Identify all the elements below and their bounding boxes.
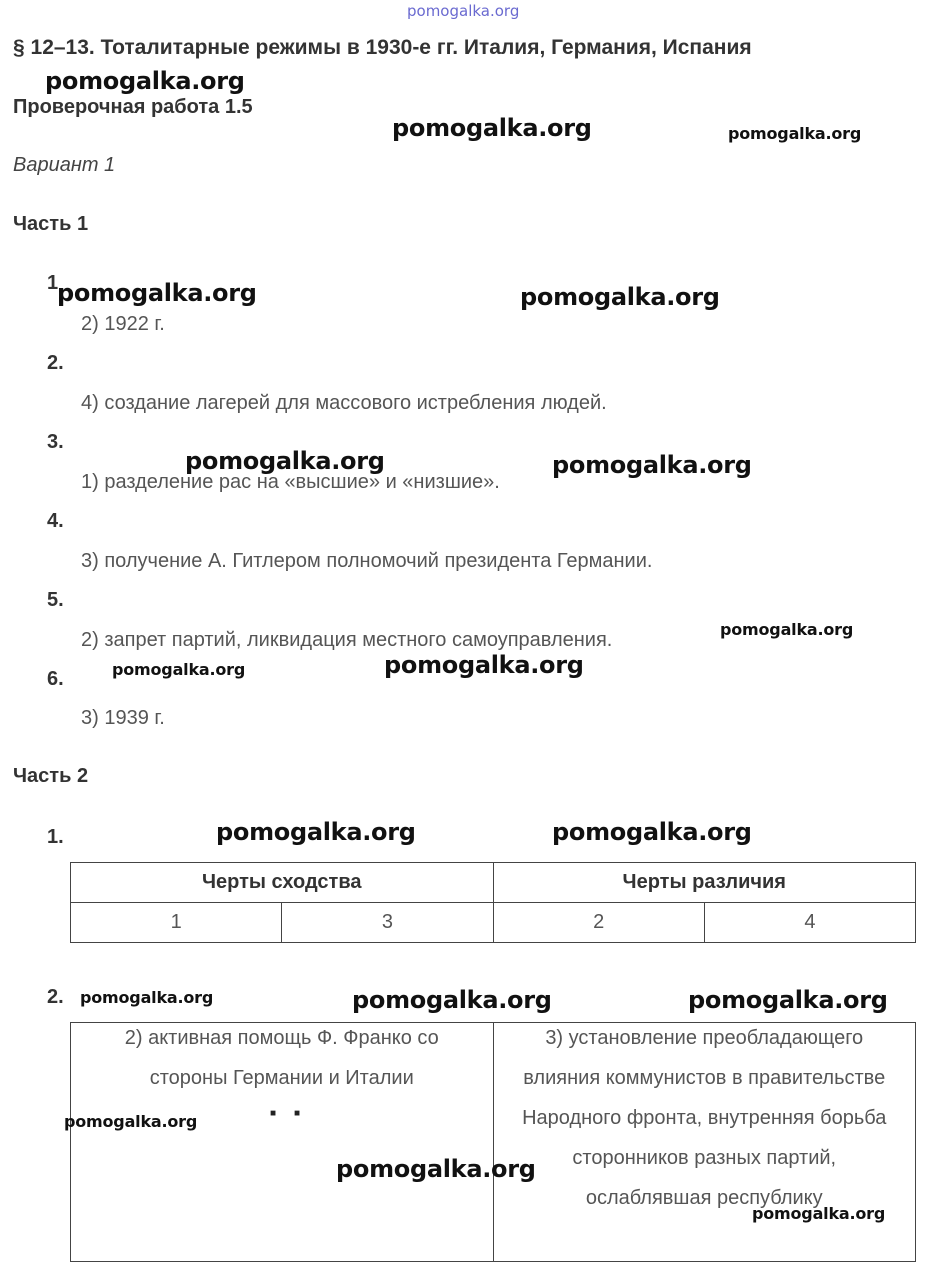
table-cell [493,1023,916,1262]
table-header: Черты сходства [71,863,494,903]
watermark: pomogalka.org [728,124,862,143]
watermark: pomogalka.org [720,620,854,639]
watermark: pomogalka.org [688,986,888,1014]
watermark: pomogalka.org [336,1155,536,1183]
watermark: pomogalka.org [752,1204,886,1223]
comparison-table [70,862,916,943]
test-subtitle: Проверочная работа 1.5 [13,96,253,118]
watermark: pomogalka.org [552,818,752,846]
question-answer: 2) 1922 г. [81,313,165,335]
watermark: pomogalka.org [552,451,752,479]
question-answer: 3) получение А. Гитлером полномочий президента Германии. [81,550,653,572]
watermark: pomogalka.org [57,279,257,307]
watermark: pomogalka.org [216,818,416,846]
question-number: 3. [47,431,64,453]
answer-right: 3) установление преобладающего влияния коммунистов в правительстве Народного фронта, внутренняя борьба сторонников разных партий, ослаблявшая республику [522,1027,887,1209]
question-answer: 2) запрет партий, ликвидация местного самоуправления. [81,629,613,651]
table-header: Черты различия [493,863,916,903]
page-title: § 12–13. Тоталитарные режимы в 1930-е гг. Италия, Германия, Испания [13,36,752,59]
question-number: 6. [47,668,64,690]
watermark: pomogalka.org [352,986,552,1014]
stray-marks: ■■ [270,1108,319,1119]
part2-heading: Часть 2 [13,765,89,787]
table-cell: 4 [704,903,915,943]
question-answer: 3) 1939 г. [81,707,165,729]
question-number: 2. [47,986,64,1008]
question-number: 2. [47,352,64,374]
watermark: pomogalka.org [392,114,592,142]
variant-label: Вариант 1 [13,154,116,176]
table-cell: 3 [282,903,493,943]
watermark: pomogalka.org [185,447,385,475]
question-answer: 4) создание лагерей для массового истребления людей. [81,392,607,414]
question-number: 1. [47,826,64,848]
watermark: pomogalka.org [80,988,214,1007]
question-number: 1 [47,272,59,294]
answer-table [70,1022,916,1262]
answer-left: 2) активная помощь Ф. Франко со стороны Германии и Италии [124,1027,439,1089]
watermark: pomogalka.org [64,1112,198,1131]
question-number: 5. [47,589,64,611]
question-answer: 1) разделение рас на «высшие» и «низшие». [81,471,500,493]
table-cell: 2 [493,903,704,943]
watermark: pomogalka.org [45,67,245,95]
part1-heading: Часть 1 [13,213,89,235]
table-cell [71,1023,494,1262]
question-number: 4. [47,510,64,532]
watermark-top: pomogalka.org [407,2,520,20]
watermark: pomogalka.org [520,283,720,311]
watermark: pomogalka.org [384,651,584,679]
watermark: pomogalka.org [112,660,246,679]
table-cell: 1 [71,903,282,943]
